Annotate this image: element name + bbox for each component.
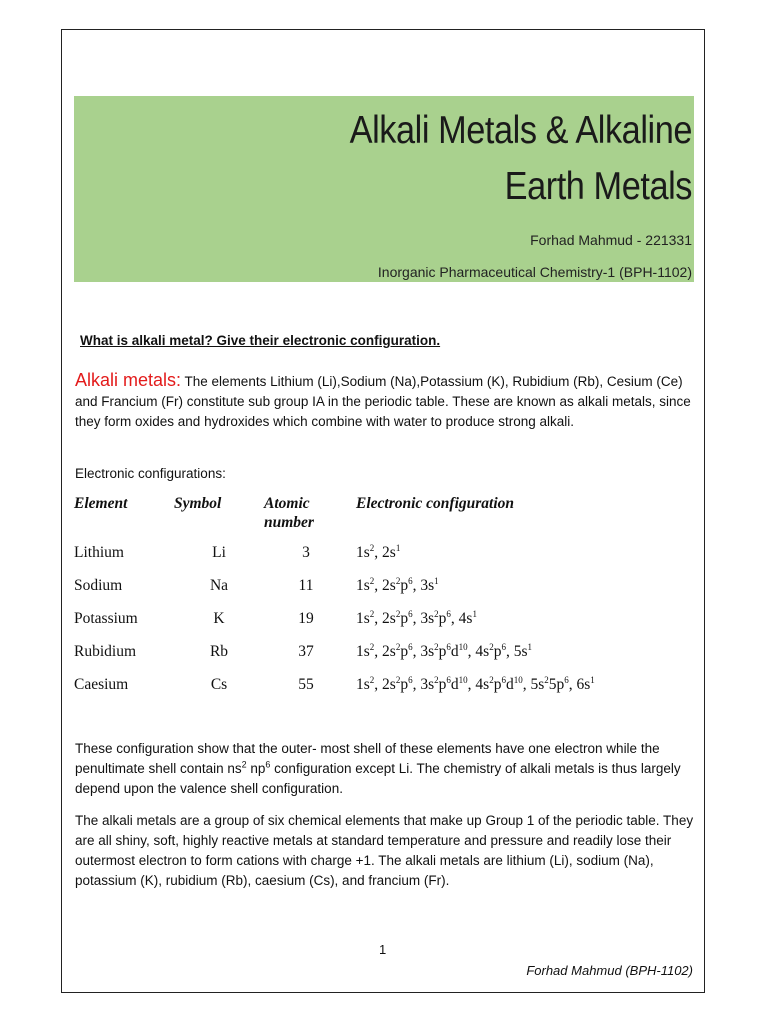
para1-text-b: np xyxy=(246,761,266,776)
configuration-table xyxy=(74,494,595,709)
cell-symbol: Rb xyxy=(209,643,229,660)
cell-element: Lithium xyxy=(74,544,124,561)
paragraph-valence xyxy=(75,739,695,799)
question-heading: What is alkali metal? Give their electronic configuration. xyxy=(80,333,441,348)
cell-atomic: 3 xyxy=(302,544,310,561)
page-title xyxy=(164,103,692,215)
cell-symbol: Na xyxy=(209,577,229,594)
para1-sup2: 6 xyxy=(265,759,271,770)
header-configuration: Electronic configuration xyxy=(356,495,515,512)
cell-atomic: 37 xyxy=(298,643,314,660)
cell-configuration: $1s^2$, $2s^2p^6$, $3s^1$ xyxy=(356,575,439,594)
cell-atomic: 11 xyxy=(298,577,314,594)
cell-element: Caesium xyxy=(74,676,129,693)
title-line-2: Earth Metals xyxy=(504,165,692,208)
intro-lead: Alkali metals: xyxy=(75,370,182,390)
cell-atomic: 55 xyxy=(298,676,314,693)
paragraph-group1: The alkali metals are a group of six chemical elements that make up Group 1 of the periodic table. They are all shiny, soft, highly reactive metals at standard temperature and pressure and readily lose their outermost electron to form cations with charge +1. The alkali metals are lithium (Li), sodium (Na), potassium (K), rubidium (Rb), caesium (Cs), and francium (Fr). xyxy=(75,813,694,888)
table-header-row xyxy=(74,494,595,544)
footer-text: Forhad Mahmud (BPH-1102) xyxy=(526,963,693,978)
header-symbol: Symbol xyxy=(174,495,222,512)
config-label: Electronic configurations: xyxy=(75,466,226,481)
course-line: Inorganic Pharmaceutical Chemistry-1 (BPH-1102) xyxy=(377,264,692,280)
title-line-1: Alkali Metals & Alkaline xyxy=(349,109,692,152)
cell-configuration: $1s^2$, $2s^2p^6$, $3s^2p^6d^{10}$, $4s^2p^6$, $5s^1$ xyxy=(356,641,532,660)
cell-element: Potassium xyxy=(74,610,138,627)
header-atomic-number: Atomic number xyxy=(264,495,314,531)
cell-symbol: K xyxy=(213,610,225,627)
cell-configuration: $1s^2$, $2s^2p^6$, $3s^2p^6d^{10}$, $4s^2p^6d^{10}$, $5s^25p^6$, $6s^1$ xyxy=(356,674,595,693)
cell-element: Rubidium xyxy=(74,643,137,660)
cell-symbol: Li xyxy=(212,544,226,561)
table-row xyxy=(74,643,595,676)
author-line: Forhad Mahmud - 221331 xyxy=(530,232,692,248)
cell-atomic: 19 xyxy=(298,610,314,627)
cell-configuration: $1s^2$, $2s^2p^6$, $3s^2p^6$, $4s^1$ xyxy=(356,608,477,627)
intro-paragraph xyxy=(75,370,695,432)
cell-element: Sodium xyxy=(74,577,123,594)
page-number: 1 xyxy=(379,942,387,957)
para1-text-c: configuration except Li. The chemistry of alkali metals is thus largely depend upon the valence shell configuration. xyxy=(75,761,681,796)
para1-sup1: 2 xyxy=(241,759,247,770)
para1-text-a: These configuration show that the outer- most shell of these elements have one electron while the penultimate shell contain ns xyxy=(75,741,660,776)
cell-configuration: $1s^2$, $2s^1$ xyxy=(356,542,401,561)
cell-symbol: Cs xyxy=(210,676,228,693)
table-row xyxy=(74,577,595,610)
header-element: Element xyxy=(74,495,128,512)
table-row xyxy=(74,610,595,643)
table-row xyxy=(74,544,595,577)
intro-text: The elements Lithium (Li),Sodium (Na),Potassium (K), Rubidium (Rb), Cesium (Ce) and Francium (Fr) constitute sub group IA in the periodic table. These are known as alkali metals, since they form oxides and hydroxides which combine with water to produce strong alkali. xyxy=(75,374,691,429)
table-row xyxy=(74,676,595,709)
